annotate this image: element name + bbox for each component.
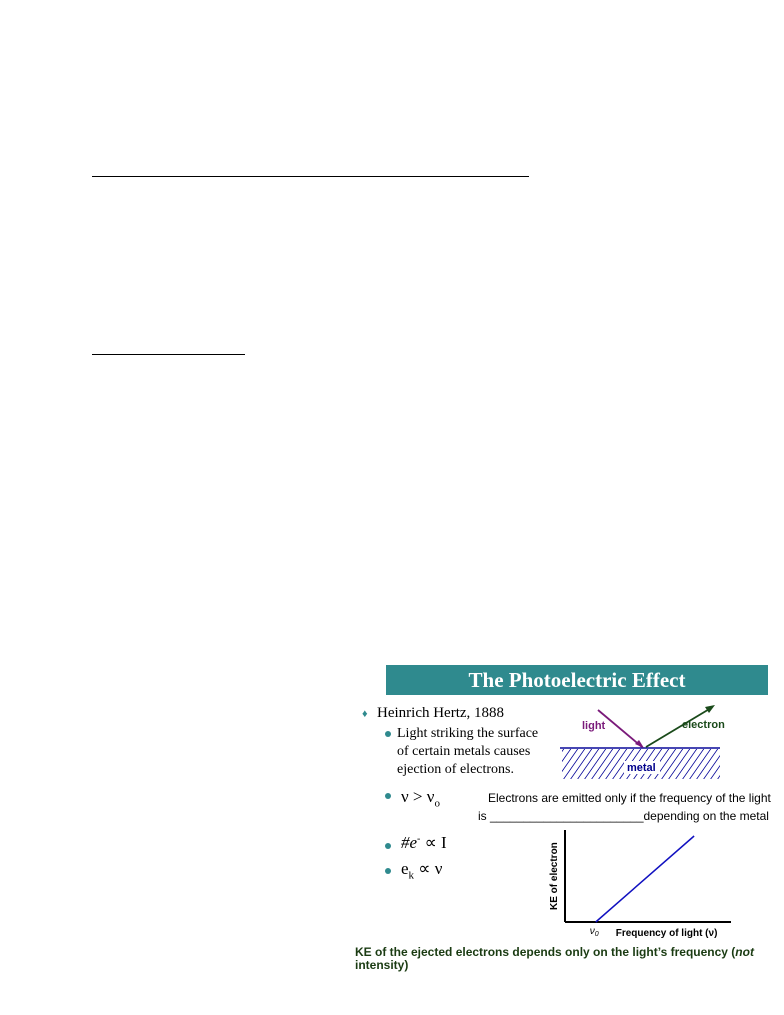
bullet-dot-icon <box>385 868 391 874</box>
bullet-heinrich-hertz: Heinrich Hertz, 1888 <box>377 705 505 721</box>
sub-bullet-line-1: Light striking the surface <box>397 726 539 741</box>
sub-bullet-line-3: ejection of electrons. <box>397 762 515 777</box>
bullet-dot-icon <box>385 793 391 799</box>
electron-label: electron <box>682 719 725 731</box>
metal-label: metal <box>627 762 656 774</box>
note-line-2: is _______________________depending on the metal <box>478 809 769 823</box>
ke-frequency-chart <box>545 828 770 945</box>
electron-arrowhead-icon <box>705 705 715 713</box>
chart-x-tick-nu0: $\nu_0$ <box>589 926 599 938</box>
note-line-1: Electrons are emitted only if the frequency of the light <box>488 791 771 805</box>
chart-y-axis-label: KE of electron <box>549 842 560 910</box>
photoelectric-slide <box>355 660 784 990</box>
light-label: light <box>582 720 606 732</box>
sub-bullet-text <box>397 725 538 779</box>
diamond-bullet-icon: ♦ <box>362 708 368 720</box>
chart-x-axis-label: Frequency of light (ν) <box>615 928 718 939</box>
answer-blank-line-1 <box>92 176 529 177</box>
sub-bullet-line-2: of certain metals causes <box>397 744 531 759</box>
light-metal-diagram <box>560 700 728 784</box>
bullet-dot-icon <box>385 731 391 737</box>
formula-kinetic-energy: $e_k \propto \nu$ <box>401 859 443 882</box>
formula-threshold: $\nu > \nu_o$ <box>401 787 440 810</box>
bullet-dot-icon <box>385 843 391 849</box>
conclusion-text: KE of the ejected electrons depends only on the light’s frequency (not intensity) <box>355 945 754 972</box>
chart-series-line <box>596 836 694 922</box>
answer-blank-line-2 <box>92 354 245 355</box>
formula-electron-count: #e- ∝ I <box>401 833 447 852</box>
slide-title: The Photoelectric Effect <box>386 665 768 695</box>
